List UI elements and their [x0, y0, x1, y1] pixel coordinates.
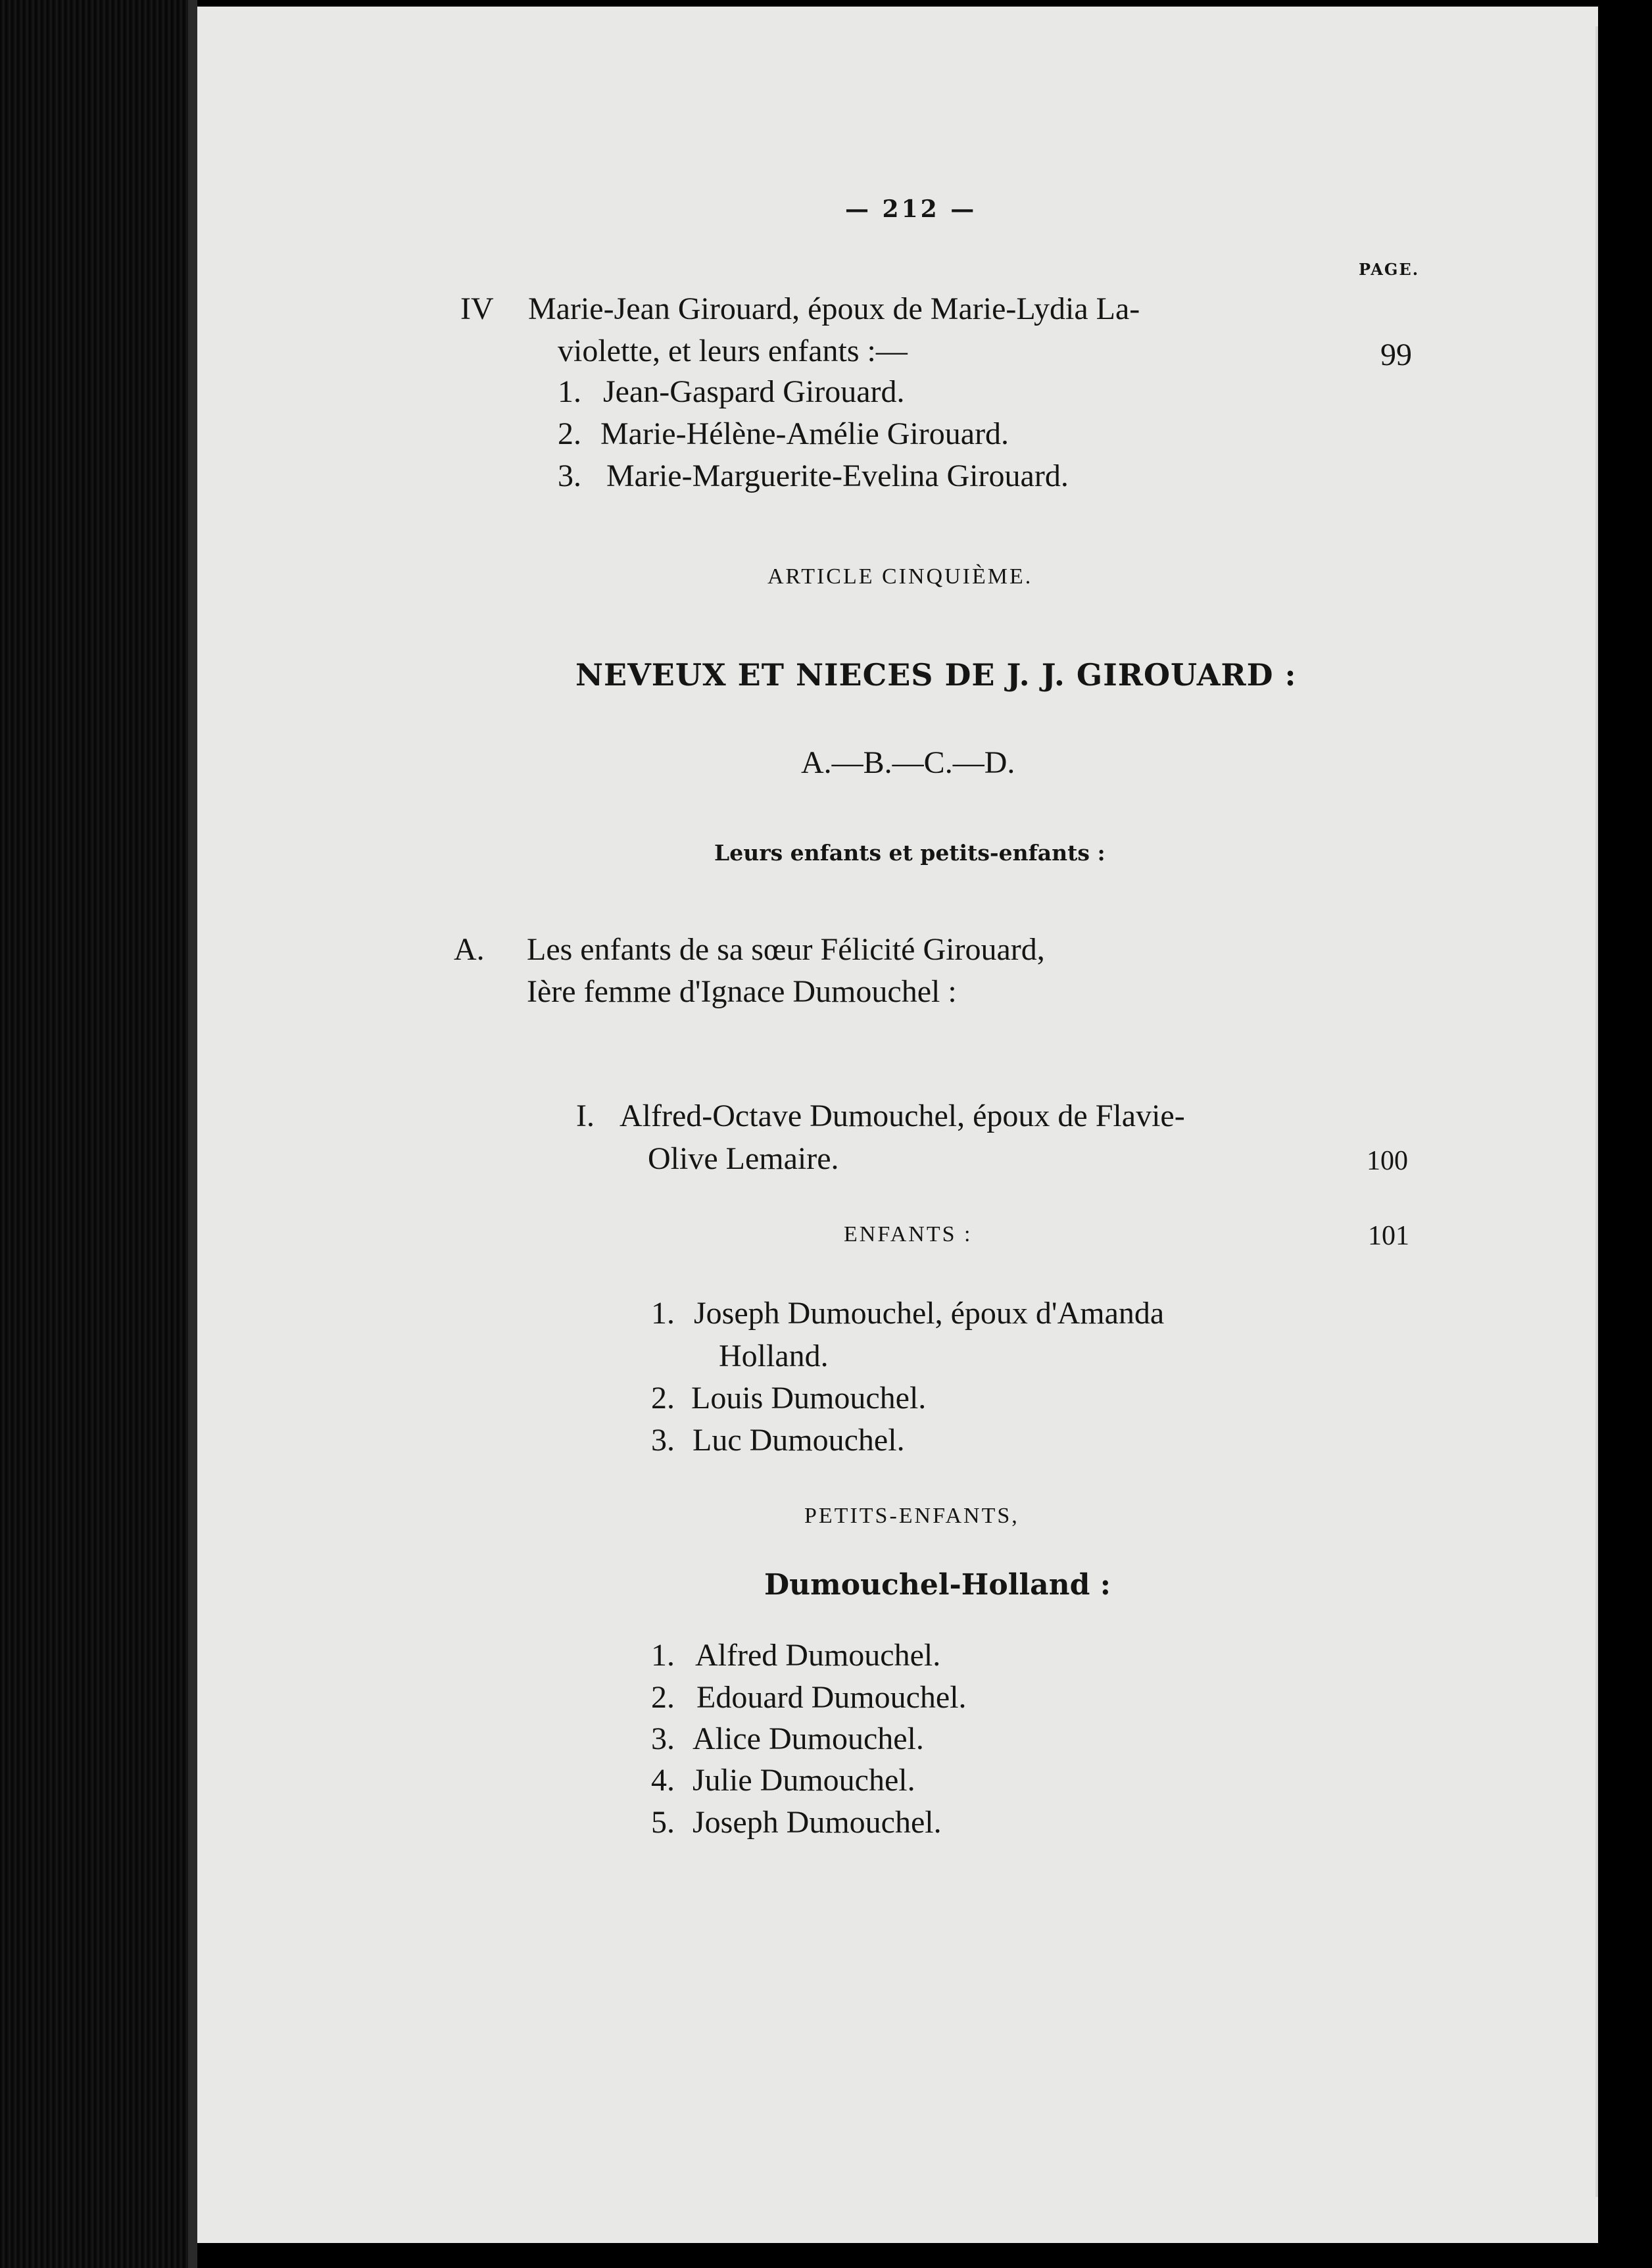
petit-name: Julie Dumouchel. [692, 1763, 915, 1798]
entry-line-2: Olive Lemaire. [648, 1141, 839, 1176]
petit-num: 1. [651, 1638, 675, 1673]
main-heading: NEVEUX ET NIECES DE J. J. GIROUARD : [575, 657, 1297, 693]
entry-line-1: Alfred-Octave Dumouchel, époux de Flavie- [620, 1098, 1185, 1133]
book-spine [0, 0, 197, 2268]
child-num: 2. [558, 416, 581, 451]
spine-edge [188, 0, 197, 2268]
petit-name: Alfred Dumouchel. [695, 1638, 941, 1673]
petits-heading: PETITS-ENFANTS, [804, 1504, 1019, 1528]
page-ref-101: 101 [1368, 1221, 1409, 1251]
child-num: 1. [558, 374, 581, 409]
child-name: Marie-Hélène-Amélie Girouard. [600, 416, 1009, 451]
enfant-num: 2. [651, 1381, 675, 1416]
section-roman: IV [460, 291, 494, 326]
petit-num: 2. [651, 1680, 675, 1715]
petit-num: 3. [651, 1721, 675, 1756]
sub-heading: Leurs enfants et petits-enfants : [714, 840, 1105, 866]
petit-name: Edouard Dumouchel. [696, 1680, 967, 1715]
enfant-line: Holland. [719, 1339, 829, 1373]
petit-name: Alice Dumouchel. [692, 1721, 924, 1756]
part-line-1: Les enfants de sa sœur Félicité Girouard, [527, 932, 1045, 967]
sub-letters: A.—B.—C.—D. [801, 745, 1015, 780]
enfant-line: Luc Dumouchel. [692, 1423, 905, 1458]
child-num: 3. [558, 458, 581, 493]
enfant-line: Louis Dumouchel. [691, 1381, 927, 1416]
family-heading: Dumouchel-Holland : [764, 1568, 1111, 1602]
enfant-line: Joseph Dumouchel, époux d'Amanda [694, 1296, 1165, 1331]
page-ref-99: 99 [1380, 337, 1412, 372]
enfant-num: 3. [651, 1423, 675, 1458]
enfant-num: 1. [651, 1296, 675, 1331]
page-number: — 212 — [845, 195, 977, 223]
enfants-heading: ENFANTS : [844, 1222, 973, 1246]
section-line-2: violette, et leurs enfants :— [558, 333, 908, 368]
petit-num: 4. [651, 1763, 675, 1798]
right-margin-shadow [1598, 0, 1652, 2268]
part-line-2: Ière femme d'Ignace Dumouchel : [527, 974, 957, 1009]
child-name: Marie-Marguerite-Evelina Girouard. [606, 458, 1069, 493]
section-line-1: Marie-Jean Girouard, époux de Marie-Lydia La- [528, 291, 1140, 326]
article-heading: ARTICLE CINQUIÈME. [767, 564, 1033, 589]
child-name: Jean-Gaspard Girouard. [603, 374, 905, 409]
petit-name: Joseph Dumouchel. [692, 1805, 942, 1840]
page-column-header: PAGE. [1359, 260, 1420, 279]
petit-num: 5. [651, 1805, 675, 1840]
page-ref-100: 100 [1367, 1146, 1408, 1176]
entry-roman: I. [576, 1098, 595, 1133]
part-letter: A. [454, 932, 485, 967]
